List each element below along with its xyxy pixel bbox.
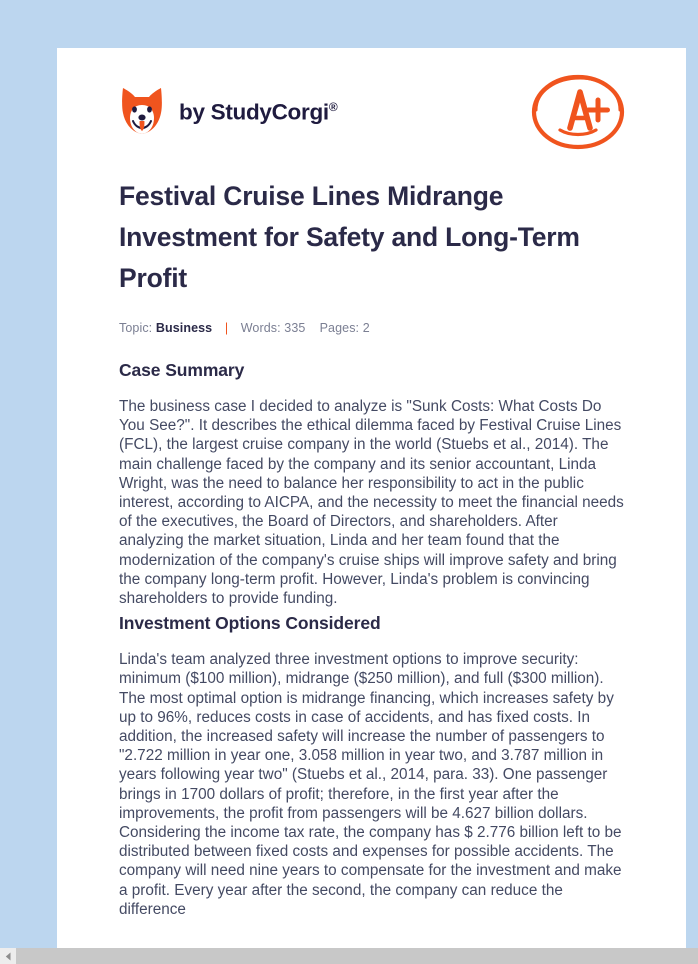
pages-value: 2 [362, 321, 370, 335]
document-meta [119, 321, 624, 335]
topic-value: Business [155, 321, 213, 335]
document-body [57, 176, 686, 919]
scrollbar-track[interactable] [17, 948, 698, 964]
horizontal-scrollbar[interactable] [0, 948, 698, 964]
section-investment-options [119, 610, 624, 919]
document-header [57, 48, 686, 176]
brand-prefix: by [179, 99, 211, 124]
scroll-left-button[interactable] [0, 948, 17, 964]
section-case-summary [119, 357, 624, 608]
brand-wordmark [179, 101, 337, 124]
section-heading: Case Summary [119, 360, 245, 380]
document-page [57, 48, 686, 948]
brand-name: StudyCorgi [210, 99, 329, 124]
section-paragraph: Linda's team analyzed three investment options to improve security: minimum ($100 million), midrange ($250 million), and full ($300 million). The most optimal option is midrange financing, which increases safety by up to 96%, reduces costs in case of accidents, and has fixed costs. In addition, the increased safety will increase the number of passengers to "2.722 million in year one, 3.058 million in year two, and 3.787 million in years following year two" (Stuebs et al., 2014, para. 33). One passenger brings in 1700 dollars of profit; therefore, in the first year after the improvements, the profit from passengers will be 4.627 billion dollars. Considering the income tax rate, the company has $ 2.776 billion left to be distributed between fixed costs and expenses for possible accidents. The company will need nine years to compensate for the investment and make a profit. Every year after the second, the company can reduce the difference [119, 651, 622, 918]
corgi-logo-icon [119, 86, 165, 138]
words-value: 335 [284, 321, 306, 335]
topic-label: Topic: [119, 321, 153, 335]
section-paragraph: The business case I decided to analyze is "Sunk Costs: What Costs Do You See?". It describes the ethical dilemma faced by Festival Cruise Lines (FCL), the largest cruise company in the world (Stuebs et al., 2014). The main challenge faced by the company and its senior accountant, Linda Wright, was the need to balance her responsibility to act in the public interest, according to AICPA, and the necessity to meet the financial needs of the executives, the Board of Directors, and shareholders. After analyzing the market situation, Linda and her team found that the modernization of the company's cruise ships will improve safety and bring the company long-term profit. However, Linda's problem is convincing shareholders to provide funding. [119, 398, 624, 608]
a-plus-grade-badge-icon [526, 66, 630, 158]
studycorgi-brand[interactable] [119, 86, 337, 138]
page-title: Festival Cruise Lines Midrange Investment for Safety and Long-Term Profit [119, 181, 580, 293]
words-label: Words: [240, 321, 281, 335]
meta-separator: | [224, 321, 229, 335]
registered-mark: ® [328, 99, 338, 114]
chevron-left-icon [5, 952, 12, 961]
pages-label: Pages: [319, 321, 360, 335]
section-heading: Investment Options Considered [119, 613, 381, 634]
